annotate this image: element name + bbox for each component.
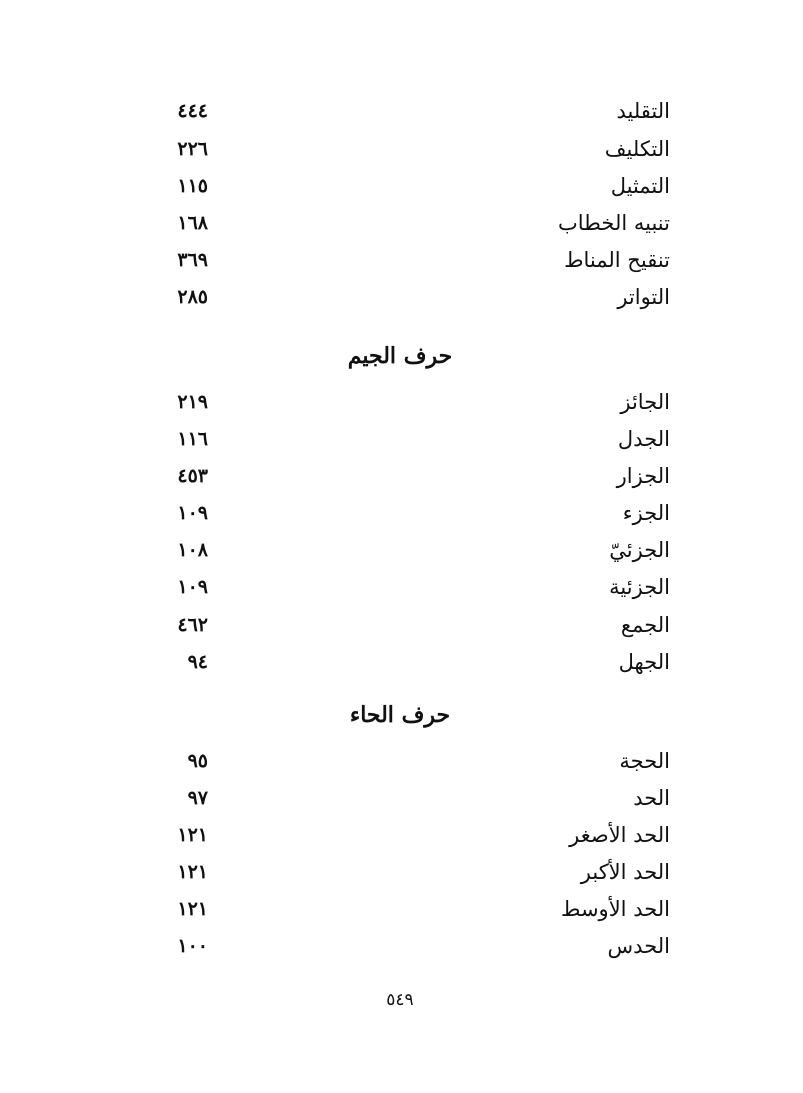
index-entry [150, 857, 670, 893]
index-term: التقليد [616, 99, 670, 123]
index-term: الجزار [616, 464, 670, 488]
section-heading: حرف الجيم [347, 343, 453, 369]
index-page-ref: ٢٨٥ [177, 286, 208, 308]
index-term: الحدس [607, 934, 670, 958]
index-page-ref: ٢١٩ [177, 391, 208, 413]
index-term: الحد الأصغر [569, 823, 670, 847]
index-page-ref: ٢٢٦ [177, 138, 208, 160]
index-entry [150, 572, 670, 608]
index-page-ref: ٩٥ [187, 750, 208, 772]
index-term: التكليف [604, 137, 670, 161]
index-entry [150, 461, 670, 497]
index-term: الحجة [619, 749, 670, 773]
index-term: تنقيح المناط [564, 248, 670, 272]
section-heading: حرف الحاء [349, 702, 451, 728]
index-page-ref: ٤٦٢ [177, 614, 208, 636]
index-page-ref: ٣٦٩ [177, 249, 208, 271]
index-term: الجهل [618, 650, 670, 674]
index-page-ref: ١٠٨ [177, 539, 208, 561]
index-entry [150, 746, 670, 782]
index-entry [150, 96, 670, 132]
index-entry [150, 134, 670, 170]
index-entry [150, 931, 670, 967]
index-term: الجزئية [609, 575, 670, 599]
index-entry [150, 820, 670, 856]
index-term: الجزئيّ [609, 538, 670, 562]
index-entry [150, 171, 670, 207]
index-term: الجدل [617, 427, 670, 451]
index-page-ref: ٩٤ [187, 651, 208, 673]
index-term: التمثيل [610, 174, 670, 198]
index-entry [150, 647, 670, 683]
index-page-ref: ٤٤٤ [177, 100, 208, 122]
index-term: الجمع [620, 613, 670, 637]
index-entry [150, 245, 670, 281]
index-entry [150, 783, 670, 819]
index-term: الجائز [620, 390, 670, 414]
index-entry [150, 208, 670, 244]
index-term: الجزء [622, 501, 670, 525]
index-entry [150, 424, 670, 460]
index-term: الحد الأوسط [561, 897, 670, 921]
index-page-ref: ١١٦ [177, 428, 208, 450]
page-number: ٥٤٩ [386, 990, 414, 1010]
index-entry [150, 894, 670, 930]
index-term: تنبيه الخطاب [558, 211, 670, 235]
index-page-ref: ٤٥٣ [177, 465, 208, 487]
index-term: الحد الأكبر [580, 860, 670, 884]
index-page-ref: ١٠٩ [177, 502, 208, 524]
index-page-ref: ١١٥ [177, 175, 208, 197]
index-page-ref: ١٢١ [177, 898, 208, 920]
index-entry [150, 282, 670, 318]
index-page-ref: ١٦٨ [177, 212, 208, 234]
index-page-ref: ١٠٩ [177, 576, 208, 598]
index-page-ref: ٩٧ [187, 787, 208, 809]
index-entry [150, 610, 670, 646]
index-page-ref: ١٢١ [177, 824, 208, 846]
index-term: الحد [633, 786, 670, 810]
index-page-ref: ١٢١ [177, 861, 208, 883]
index-page-ref: ١٠٠ [177, 935, 208, 957]
index-term: التواتر [617, 285, 670, 309]
index-entry [150, 387, 670, 423]
index-entry [150, 535, 670, 571]
index-entry [150, 498, 670, 534]
